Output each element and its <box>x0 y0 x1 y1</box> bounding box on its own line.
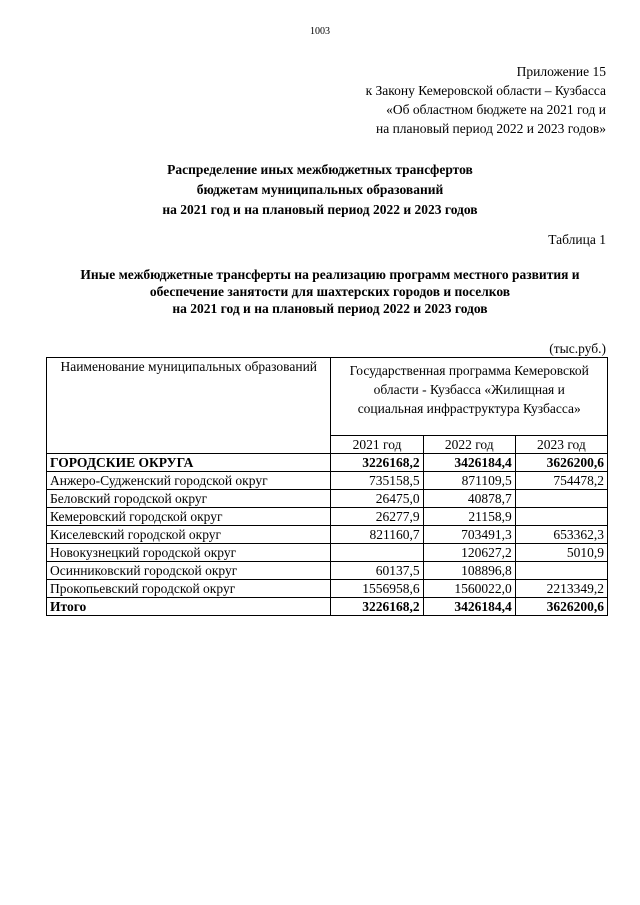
table-title-line: Иные межбюджетные трансферты на реализацию программ местного развития и <box>80 267 580 282</box>
program-header-line: области - Кузбасса «Жилищная и <box>373 382 565 397</box>
value-2023 <box>515 508 607 526</box>
table-row <box>47 526 608 544</box>
municipality-column-header: Наименование муниципальных образований <box>47 358 331 454</box>
value-2021: 1556958,6 <box>331 580 423 598</box>
group-name: ГОРОДСКИЕ ОКРУГА <box>47 454 331 472</box>
value-2021: 26277,9 <box>331 508 423 526</box>
group-value-2021: 3226168,2 <box>331 454 423 472</box>
table-row <box>47 508 608 526</box>
appendix-line: к Закону Кемеровской области – Кузбасса <box>365 83 606 98</box>
municipality-name: Осинниковский городской округ <box>47 562 331 580</box>
municipality-name: Киселевский городской округ <box>47 526 331 544</box>
value-2022: 871109,5 <box>423 472 515 490</box>
table-row <box>47 472 608 490</box>
value-2023: 754478,2 <box>515 472 607 490</box>
value-2021: 60137,5 <box>331 562 423 580</box>
appendix-line: на плановый период 2022 и 2023 годов» <box>375 121 606 136</box>
total-value-2021: 3226168,2 <box>331 598 423 616</box>
program-header-line: Государственная программа Кемеровской <box>349 363 589 378</box>
total-value-2023: 3626200,6 <box>515 598 607 616</box>
value-2022: 40878,7 <box>423 490 515 508</box>
value-2023: 5010,9 <box>515 544 607 562</box>
transfers-table <box>46 357 608 616</box>
table-row <box>47 562 608 580</box>
value-2022: 120627,2 <box>423 544 515 562</box>
table-row <box>47 544 608 562</box>
municipality-name: Беловский городской округ <box>47 490 331 508</box>
value-2023 <box>515 562 607 580</box>
program-header-line: социальная инфраструктура Кузбасса» <box>357 401 581 416</box>
appendix-reference <box>366 62 606 138</box>
value-2021: 735158,5 <box>331 472 423 490</box>
municipality-name: Анжеро-Судженский городской округ <box>47 472 331 490</box>
page-number: 1003 <box>310 26 330 37</box>
value-2023: 653362,3 <box>515 526 607 544</box>
table-title-line: обеспечение занятости для шахтерских городов и поселков <box>149 284 511 299</box>
table-row <box>47 580 608 598</box>
table-row <box>47 490 608 508</box>
municipality-name: Прокопьевский городской округ <box>47 580 331 598</box>
unit-label: (тыс.руб.) <box>549 341 606 356</box>
program-header <box>331 358 608 436</box>
appendix-line: Приложение 15 <box>516 64 606 79</box>
value-2021 <box>331 544 423 562</box>
value-2022: 108896,8 <box>423 562 515 580</box>
table-title <box>30 266 630 317</box>
total-label: Итого <box>47 598 331 616</box>
year-header-2022: 2022 год <box>423 436 515 454</box>
document-title <box>0 160 640 220</box>
year-header-2023: 2023 год <box>515 436 607 454</box>
value-2021: 26475,0 <box>331 490 423 508</box>
value-2022: 21158,9 <box>423 508 515 526</box>
table-title-line: на 2021 год и на плановый период 2022 и 2023 годов <box>172 301 488 316</box>
value-2023 <box>515 490 607 508</box>
appendix-line: «Об областном бюджете на 2021 год и <box>386 102 606 117</box>
title-line: Распределение иных межбюджетных трансфертов <box>167 162 473 177</box>
group-value-2022: 3426184,4 <box>423 454 515 472</box>
value-2022: 1560022,0 <box>423 580 515 598</box>
municipality-name: Кемеровский городской округ <box>47 508 331 526</box>
header-row <box>47 358 608 436</box>
year-header-2021: 2021 год <box>331 436 423 454</box>
title-line: бюджетам муниципальных образований <box>196 182 444 197</box>
value-2022: 703491,3 <box>423 526 515 544</box>
group-value-2023: 3626200,6 <box>515 454 607 472</box>
table-number: Таблица 1 <box>548 232 606 247</box>
group-row <box>47 454 608 472</box>
municipality-name: Новокузнецкий городской округ <box>47 544 331 562</box>
value-2023: 2213349,2 <box>515 580 607 598</box>
total-row <box>47 598 608 616</box>
total-value-2022: 3426184,4 <box>423 598 515 616</box>
title-line: на 2021 год и на плановый период 2022 и 2023 годов <box>162 202 478 217</box>
value-2021: 821160,7 <box>331 526 423 544</box>
